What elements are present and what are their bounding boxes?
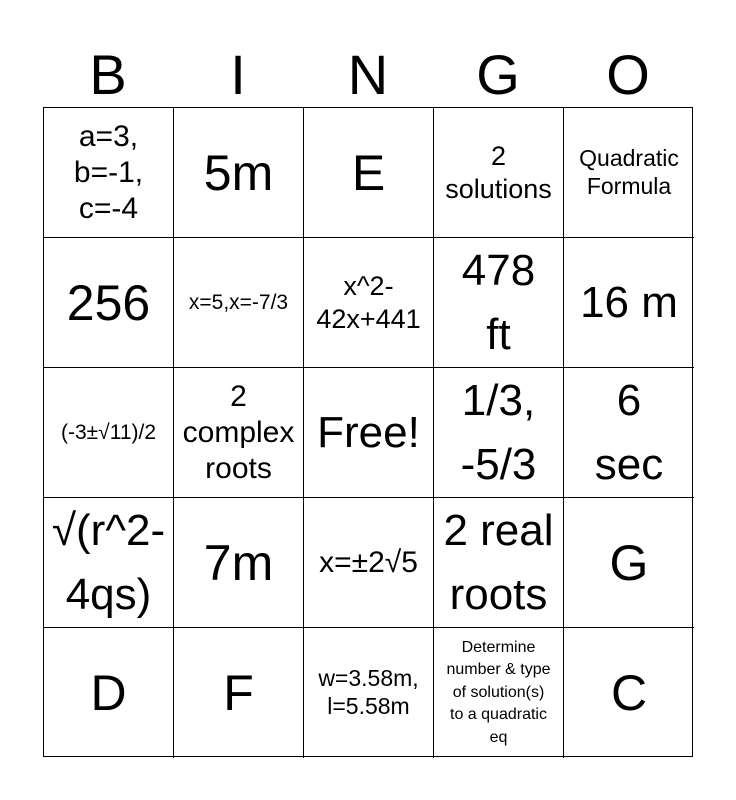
bingo-header	[43, 42, 693, 108]
header-letter-i: I	[230, 43, 246, 106]
bingo-cell: 16 m	[564, 238, 694, 368]
bingo-cell: 2 complex roots	[174, 368, 304, 498]
bingo-cell: (-3±√11)/2	[44, 368, 174, 498]
bingo-cell: D	[44, 628, 174, 758]
bingo-cell: x^2- 42x+441	[304, 238, 434, 368]
bingo-cell: 256	[44, 238, 174, 368]
bingo-cell: Determine number & type of solution(s) to a quadratic eq	[434, 628, 564, 758]
bingo-cell: x=5,x=-7/3	[174, 238, 304, 368]
bingo-cell: G	[564, 498, 694, 628]
bingo-board	[43, 107, 693, 757]
bingo-cell: √(r^2- 4qs)	[44, 498, 174, 628]
bingo-cell: C	[610, 665, 648, 721]
bingo-cell: Quadratic Formula	[564, 108, 694, 238]
header-letter-g: G	[476, 43, 520, 106]
header-letter-n: N	[347, 43, 389, 106]
header-letter-o: O	[606, 43, 650, 106]
free-space-cell: Free!	[304, 368, 434, 498]
bingo-cell: 2 solutions	[434, 108, 564, 238]
header-letter-b: B	[89, 43, 127, 106]
bingo-cell: a=3, b=-1, c=-4	[44, 108, 174, 238]
bingo-cell: 2 real roots	[434, 498, 564, 628]
bingo-cell: w=3.58m, l=5.58m	[304, 628, 434, 758]
bingo-cell: F	[174, 628, 304, 758]
bingo-cell: 5m	[174, 108, 304, 238]
bingo-cell: 478 ft	[434, 238, 564, 368]
bingo-cell: 6 sec	[564, 368, 694, 498]
bingo-cell: 7m	[174, 498, 304, 628]
bingo-cell: E	[304, 108, 434, 238]
bingo-cell: 1/3, -5/3	[434, 368, 564, 498]
bingo-cell: x=±2√5	[304, 498, 434, 628]
